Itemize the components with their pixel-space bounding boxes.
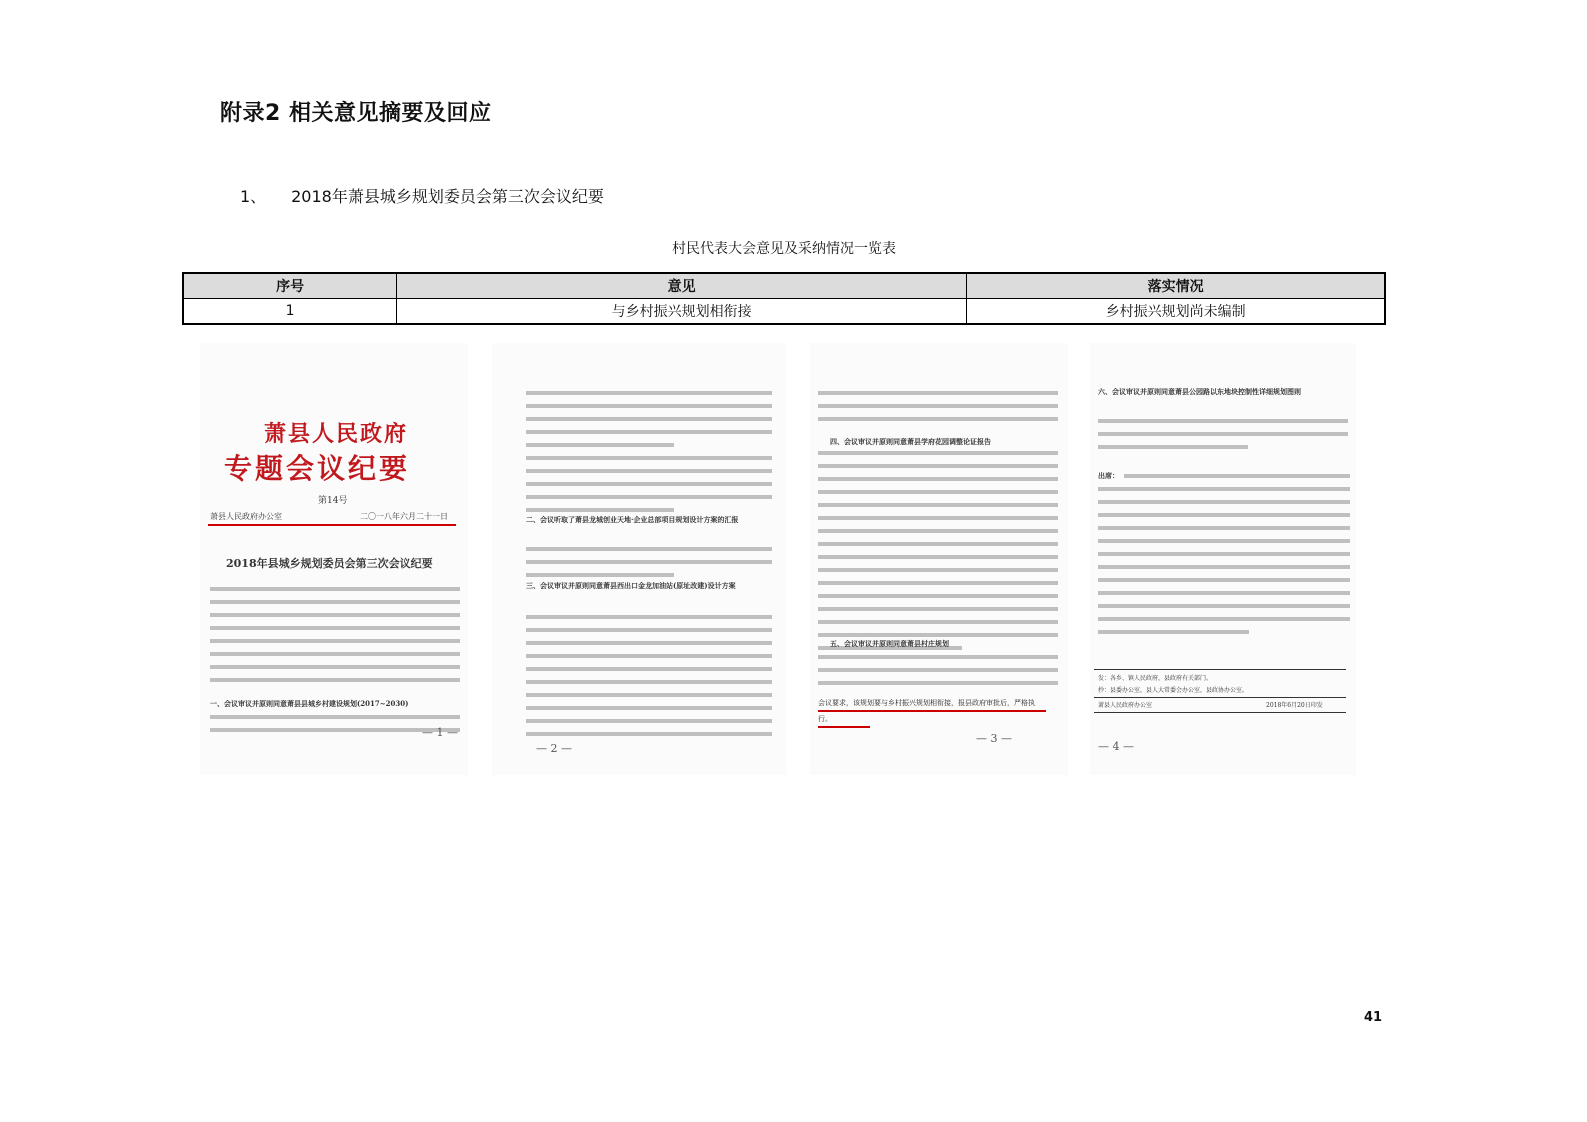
scan-date: 二〇一八年六月二十一日 xyxy=(360,512,448,521)
header-status: 落实情况 xyxy=(967,273,1385,299)
appendix-title: 附录2 相关意见摘要及回应 xyxy=(220,101,492,126)
scan-org: 萧县人民政府 xyxy=(264,421,409,447)
table-caption: 村民代表大会意见及采纳情况一览表 xyxy=(672,241,896,257)
scan-title: 2018年县城乡规划委员会第三次会议纪要 xyxy=(226,557,433,570)
scan-page-no: — 4 — xyxy=(1098,740,1134,753)
scan-requirement: 会议要求，该规划要与乡村振兴规划相衔接，报县政府审批后，严格执行。 xyxy=(818,699,1035,723)
cell-status: 乡村振兴规划尚未编制 xyxy=(967,299,1385,325)
scan-section-1: 一、会议审议并原则同意萧县县城乡村建设规划(2017~2030) xyxy=(210,699,409,708)
scan-page-1 xyxy=(200,343,468,775)
header-index: 序号 xyxy=(183,273,397,299)
page-number: 41 xyxy=(1364,1010,1383,1025)
scan-page-3 xyxy=(810,343,1068,775)
section-number: 1、 xyxy=(240,187,267,206)
scan-heading-4: 四、会议审议并原则同意萧县学府花园调整论证报告 xyxy=(830,437,991,446)
scan-issuer: 萧县人民政府办公室 xyxy=(210,512,282,521)
scan-issue-no: 第14号 xyxy=(318,496,348,506)
table-header-row xyxy=(183,273,1385,299)
cell-index: 1 xyxy=(183,299,397,325)
opinions-table xyxy=(182,272,1386,325)
scan-page-no: — 2 — xyxy=(536,742,572,755)
header-opinion: 意见 xyxy=(397,273,967,299)
section-title: 2018年萧县城乡规划委员会第三次会议纪要 xyxy=(291,187,604,206)
scan-cc: 发：各乡、镇人民政府，县政府有关部门。 xyxy=(1098,675,1213,682)
scan-red-rule xyxy=(208,524,456,526)
scan-body-1 xyxy=(210,587,460,691)
scan-attendees-label: 出席： xyxy=(1098,471,1119,480)
scan-heading-3: 三、会议审议并原则同意萧县西出口金龙加油站(原址改建)设计方案 xyxy=(526,581,736,590)
scan-page-no: — 1 — xyxy=(422,726,458,739)
scan-print-date: 2018年6月20日印发 xyxy=(1266,702,1323,709)
cell-opinion: 与乡村振兴规划相衔接 xyxy=(397,299,967,325)
scan-heading-6: 六、会议审议并原则同意萧县公园路以东地块控制性详细规划图则 xyxy=(1098,387,1301,396)
scan-issuer: 萧县人民政府办公室 xyxy=(1098,702,1153,709)
scan-heading-5: 五、会议审议并原则同意萧县村庄规划 xyxy=(830,639,949,648)
scan-heading-2: 二、会议听取了萧县龙城创业天地·企业总部项目规划设计方案的汇报 xyxy=(526,515,739,524)
section-heading xyxy=(240,184,604,207)
scan-page-4 xyxy=(1090,343,1356,775)
scan-doc-type: 专题会议纪要 xyxy=(224,452,411,485)
scan-page-no: — 3 — xyxy=(976,732,1012,745)
scan-cc2: 抄：县委办公室，县人大常委会办公室，县政协办公室。 xyxy=(1098,687,1249,694)
scan-page-2 xyxy=(492,343,786,775)
table-row xyxy=(183,299,1385,325)
